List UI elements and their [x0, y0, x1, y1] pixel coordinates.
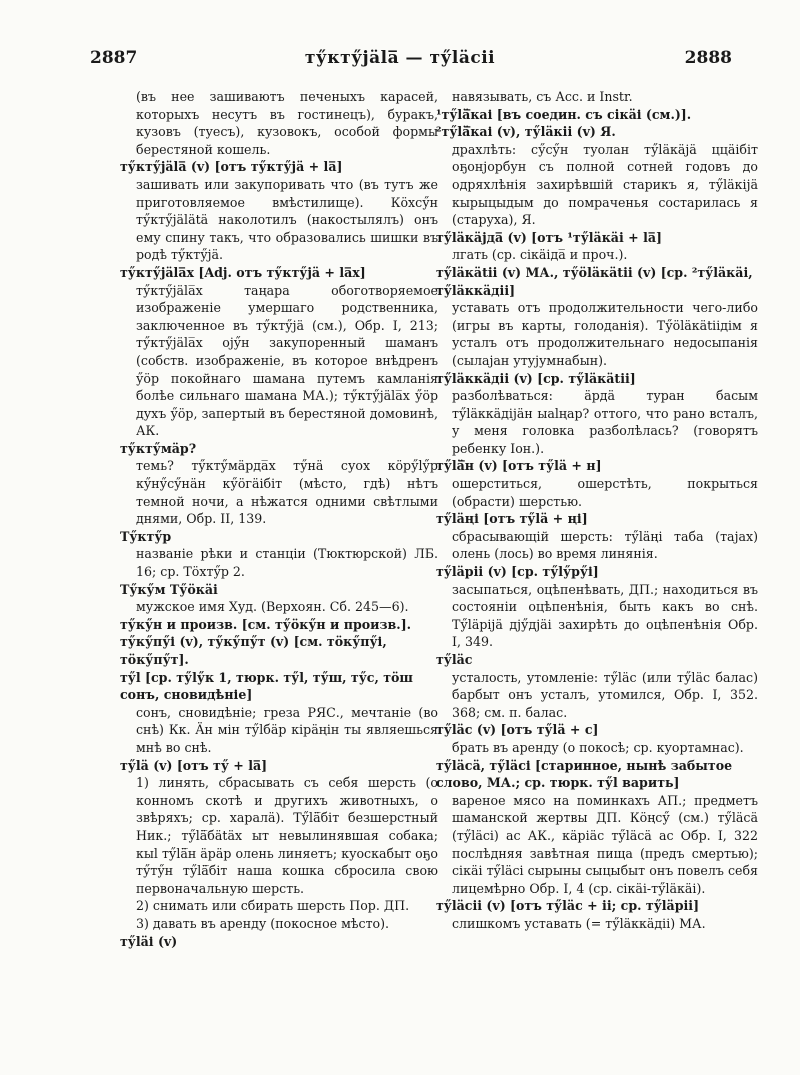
dictionary-entry	[120, 158, 438, 264]
entry-headword: тӳlä̅н (v) [отъ тӳlä + н]	[436, 458, 602, 474]
dictionary-entry	[120, 88, 438, 158]
entry-headword: тӳläкäjда̅ (v) [отъ ¹тӳläкäi + la̅]	[436, 229, 662, 245]
entry-definition: сбрасывающій шерсть: тӳläңi таба (таjах) олень (лось) во время линянія.	[452, 528, 758, 562]
entry-definition: (въ нее зашиваютъ печеныхъ карасей, которыхъ несутъ въ гостинецъ), буракъ, кузовъ (туесъ), кузовокъ, особой формы берестяной кошель.	[136, 89, 438, 157]
entry-definition: названіе рѣки и станціи (Тюктюрской) ЛБ. 16; ср. Тӧхтӳр 2.	[136, 546, 438, 580]
entry-definition: слишкомъ уставать (= тӳläккäдii) МА.	[452, 915, 706, 931]
entry-headword: тӳläс	[436, 652, 473, 667]
entry-definition: 2) снимать или сбирать шерсть Пор. ДП.	[136, 898, 410, 914]
page-number-right: 2888	[684, 48, 732, 68]
dictionary-entry	[436, 563, 758, 651]
dictionary-entry	[436, 370, 758, 458]
entry-definition: брать въ аренду (о покосѣ; ср. куортамнас).	[452, 739, 744, 755]
entry-headword: тӳläккäдii (v) [ср. тӳläкätii]	[436, 370, 636, 386]
dictionary-entry	[436, 106, 758, 124]
entry-definition: драхлѣть: сӳсӳн туолан тӳläкäjä ццäiбiт оҕонјорбун съ полной сотней годовъ до одряхлѣнія захирѣвшій старикъ я, тӳläкiјä кырыцыдым до помраченья состарилась я (старуха), Я.	[452, 141, 758, 228]
dictionary-entry	[436, 757, 758, 898]
dictionary-entry	[120, 757, 438, 933]
dictionary-entry	[120, 528, 438, 581]
page-header	[0, 48, 800, 76]
entry-definition: зашивать или закупоривать что (въ тутъ же приготовляемое вмѣстилище). Кӧхсӳн тӳктӳjälätä наколотилъ (накостылялъ) онъ ему спину такъ, что образовались шишки въ родѣ тӳктӳjä.	[136, 176, 438, 263]
entry-headword: тӳl [ср. тӳlӳк 1, тюрк. тӳl, тӳш, тӳс, тӧш сонъ, сновидѣніе]	[120, 669, 413, 703]
entry-definition: 3) давать въ аренду (покосное мѣсто).	[136, 915, 390, 931]
entry-headword: тӳкӳн и произв. [см. тӳöкӳн и произв.].	[120, 616, 412, 632]
entry-headword: тӳläңі [отъ тӳlä + ңі]	[436, 511, 588, 527]
entry-definition: лгать (ср. сiкäiда̅ и проч.).	[452, 247, 628, 263]
entry-definition: усталость, утомленіе: тӳläс (или тӳläс балас) барбыт онъ усталъ, утомился, Обр. І, 352. 368; см. п. балас.	[452, 669, 758, 720]
entry-definition: уставать отъ продолжительности чего-либо (игры въ карты, голоданія). Тӳöläкätiiдiм я усталъ отъ продолжительнаго недосыпанія (сылаjан утујумнабын).	[452, 300, 758, 368]
entry-definition: мужское имя Худ. (Верхоян. Сб. 245—6).	[136, 599, 409, 615]
entry-headword: ¹тӳlä̅каі [въ соедин. съ сiкäі (см.)].	[436, 106, 692, 122]
dictionary-entry	[436, 123, 758, 229]
dictionary-entry	[436, 229, 758, 264]
dictionary-entry	[120, 669, 438, 757]
dictionary-entry	[120, 933, 438, 951]
left-column	[120, 88, 438, 950]
dictionary-entry	[120, 581, 438, 616]
entry-definition: 1) линять, сбрасывать съ себя шерсть (о конномъ скотѣ и другихъ животныхъ, о звѣряхъ; ср. харалä). Тӳlä̅бiт безшерстный Ник.; тӳlä̅бätäх ыт невылинявшая собака; кыl тӳlä̅н äрäр олень линяетъ; куоскабыт оҕо тӳтӳн тӳlä̅бiт наша кошка сбросила свою первоначальную шерсть.	[136, 775, 438, 896]
entry-headword: Тӳктӳр	[120, 528, 172, 544]
entry-definition: разболѣваться: äрдä туран басым тӳläккäдiјäн ыаlңар? оттого, что рано всталъ, у меня головка разболѣлась? (говорятъ ребенку Іон.).	[452, 388, 758, 456]
dictionary-entry	[120, 616, 438, 634]
dictionary-entry	[436, 651, 758, 721]
entry-headword: тӳlä (v) [отъ тӳ + la̅]	[120, 757, 268, 773]
entry-headword: тӳктӳjäla̅ (v) [отъ тӳктӳjä + la̅]	[120, 159, 343, 175]
entry-headword: Тӳкӳм Тӳöкäi	[120, 581, 218, 597]
dictionary-entry	[120, 264, 438, 440]
entry-headword: тӳктӳjäla̅х [Adj. отъ тӳктӳjä + la̅х]	[120, 264, 366, 280]
entry-definition: тӳктӳjäla̅х таңара обоготворяемое изображеніе умершаго родственника, заключенное въ тӳктӳjä (см.), Обр. І, 213; тӳктӳjäla̅х ојӳн закупоренный шаманъ (собств. изображеніе, въ которое внѣдренъ ӳöр покойнаго шамана путемъ камланія болѣе сильнаго шамана МА.); тӳктӳjäla̅х ӳöр духъ ӳöр, запертый въ берестяной домовинѣ, АК.	[136, 282, 438, 439]
entry-definition: ошерститься, ошерстѣть, покрыться (обрасти) шерстью.	[452, 476, 758, 509]
entry-definition: темь? тӳктӳмäрда̅х тӳнä суох кӧрӳlӳр кӳнӳсӳнäн кӳöгäiбiт (мѣсто, гдѣ) нѣтъ темной ночи, а нѣжатся одними свѣтлыми днями, Обр. ІІ, 139.	[136, 458, 438, 527]
dictionary-entry	[436, 88, 758, 106]
entry-headword: тӳктӳмäр?	[120, 440, 197, 456]
dictionary-entry	[436, 897, 758, 932]
dictionary-entry	[120, 440, 438, 528]
entry-headword: тӳкӳпӳі (v), тӳкӳпӳт (v) [см. тӧкӳпӳі, тӧкӳпӳт].	[120, 634, 387, 667]
dictionary-entry	[436, 510, 758, 563]
entry-definition: засыпаться, оцѣпенѣвать, ДП.; находиться въ состояніи оцѣпенѣнія, быть какъ во снѣ. Тӳläрiјä дјӳдјäi захирѣть до оцѣпенѣнія Обр. І, 349.	[452, 581, 758, 650]
entry-headword: тӳläсä, тӳläсі [старинное, нынѣ забытое слово, МА.; ср. тюрк. тӳl варить]	[436, 757, 733, 791]
entry-definition: навязывать, съ Асс. и Instr.	[452, 89, 633, 104]
dictionary-entry	[120, 633, 438, 668]
entry-headword: тӳläсii (v) [отъ тӳläс + ii; ср. тӳläрii]	[436, 898, 700, 914]
dictionary-entry	[436, 721, 758, 756]
page-number-left: 2887	[90, 48, 138, 68]
entry-definition: вареное мясо на поминкахъ АП.; предметъ шаманской жертвы ДП. Кӧңсӳ (см.) тӳläсä (тӳläсi) ас АК., кäрiäс тӳläсä ас Обр. І, 322 послѣдняя завѣтная пища (предъ смертью); сiкäi тӳläсi сырыны сыцыбыт онъ повелъ себя лицемѣрно Обр. І, 4 (ср. сiкäi-тӳläкäi).	[452, 792, 758, 896]
entry-headword: тӳläкätii (v) МА., тӳöläкätii (v) [ср. ²тӳläкäi, тӳläккäдii]	[436, 264, 753, 298]
entry-headword: тӳläс (v) [отъ тӳlä + с]	[436, 722, 599, 738]
entry-headword: тӳläрii (v) [ср. тӳlӳрӳі]	[436, 564, 599, 580]
right-column	[436, 88, 758, 933]
running-head: тӳктӳjäla̅ — тӳläсіі	[304, 48, 496, 68]
entry-definition: сонъ, сновидѣніе; греза РЯС., мечтаніе (во снѣ) Кк. Äн мiн тӳlбäр кiрäңiн ты являешься мнѣ во снѣ.	[136, 704, 438, 755]
entry-headword: тӳläі (v)	[120, 933, 178, 949]
dictionary-entry	[436, 264, 758, 370]
entry-headword: ²тӳlä̅каі (v), тӳläкii (v) Я.	[436, 124, 616, 140]
dictionary-entry	[436, 457, 758, 510]
